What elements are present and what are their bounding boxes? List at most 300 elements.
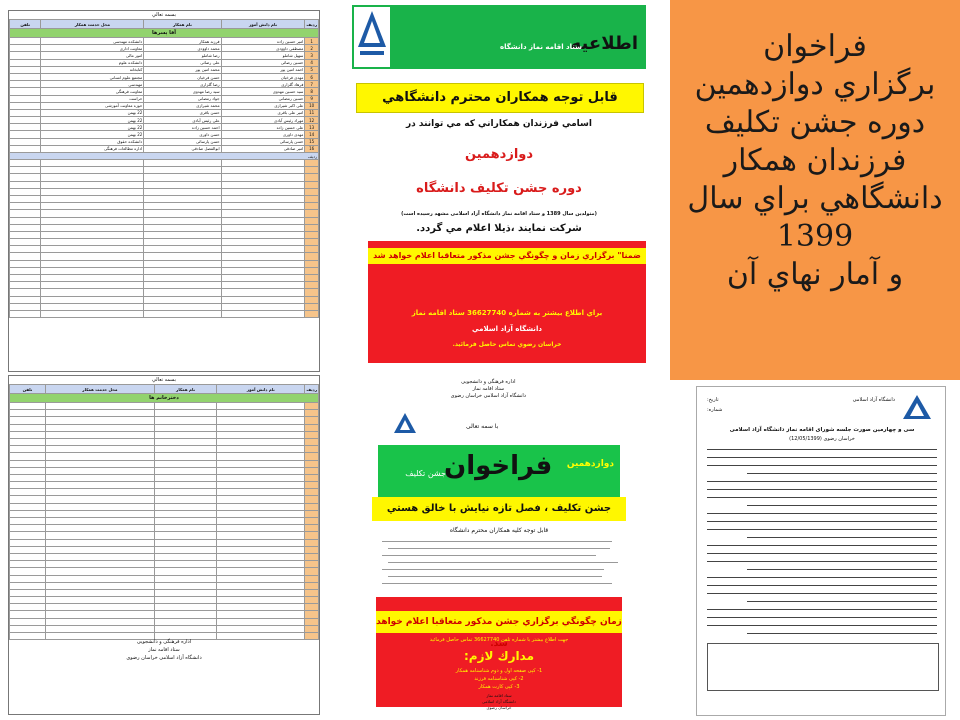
table-row xyxy=(10,275,319,282)
university-logo xyxy=(897,393,937,427)
table-header-row xyxy=(10,385,319,394)
table-cell: محمد امین پور xyxy=(144,66,221,73)
table-cell xyxy=(221,181,305,188)
text-line xyxy=(707,513,937,514)
announcement-note: (متولدین سال 1389 و ستاد اقامه نماز دانشگاه آزاد اسلامی مشهد رسیده است) xyxy=(401,211,597,217)
table-row xyxy=(10,174,319,181)
table-row xyxy=(10,539,319,546)
text-line xyxy=(747,537,937,538)
summary-card xyxy=(670,0,960,380)
table-cell xyxy=(144,246,221,253)
docs-item: 2- کپی شناسنامه فرزند xyxy=(474,676,524,682)
table-cell xyxy=(144,231,221,238)
text-line xyxy=(747,569,937,570)
table-cell: 5 xyxy=(305,66,319,73)
table-row xyxy=(10,203,319,210)
table-cell xyxy=(305,239,319,246)
table-cell: معاونت اداری xyxy=(41,45,144,52)
table-cell xyxy=(10,403,46,410)
table-cell xyxy=(154,496,216,503)
text-line xyxy=(707,625,937,626)
table-cell xyxy=(221,246,305,253)
table-cell xyxy=(217,460,305,467)
table-cell xyxy=(45,424,154,431)
table-cell xyxy=(154,561,216,568)
table-row xyxy=(10,59,319,66)
yellow-strip: ضمنا" برگزاري زمان و چگونگي جشن مذكور متعاقبا اعلام خواهد شد xyxy=(368,248,646,264)
text-line xyxy=(707,457,937,458)
text-line xyxy=(707,617,937,618)
col-workplace: محل خدمت همكار xyxy=(45,385,154,394)
table-row xyxy=(10,81,319,88)
table-cell xyxy=(10,510,46,517)
table-cell xyxy=(10,611,46,618)
table-cell: امیر صادقی xyxy=(221,145,305,152)
table-cell: 13 xyxy=(305,124,319,131)
table-cell xyxy=(144,296,221,303)
text-line xyxy=(747,633,937,634)
table-row xyxy=(10,568,319,575)
table-title: بسمه تعالي xyxy=(151,377,177,383)
table-cell xyxy=(217,575,305,582)
student-list-table-girls xyxy=(8,375,320,715)
table-cell xyxy=(221,253,305,260)
table-cell xyxy=(144,174,221,181)
table-row xyxy=(10,138,319,145)
table-cell xyxy=(10,124,41,131)
table-cell xyxy=(41,296,144,303)
poster2-footer xyxy=(352,693,646,711)
table-row xyxy=(10,431,319,438)
table-cell: حراست xyxy=(41,95,144,102)
table-cell xyxy=(154,532,216,539)
table-cell: 4 xyxy=(305,59,319,66)
table-cell xyxy=(305,625,319,632)
table-cell xyxy=(45,539,154,546)
table-cell: 14 xyxy=(305,131,319,138)
table-cell xyxy=(41,181,144,188)
table-cell xyxy=(221,267,305,274)
table-cell: 6 xyxy=(305,73,319,80)
table-row xyxy=(10,417,319,424)
table-cell xyxy=(10,181,41,188)
table-cell xyxy=(305,510,319,517)
text-line xyxy=(707,521,937,522)
table-cell xyxy=(41,203,144,210)
footer-line: ستاد اقامه نماز xyxy=(148,647,180,653)
table-cell xyxy=(154,568,216,575)
table-cell xyxy=(144,267,221,274)
section-label: آقا پسرها xyxy=(10,29,319,38)
col-student: نام دانش آموز xyxy=(217,385,305,394)
table-cell xyxy=(45,589,154,596)
docs-item: 1- کپی صفحه اول و دوم شناسنامه همکار xyxy=(455,668,543,674)
table-row xyxy=(10,188,319,195)
table-cell xyxy=(305,553,319,560)
table-cell xyxy=(10,38,41,45)
table-cell: کتابخانه xyxy=(41,66,144,73)
table-cell xyxy=(10,633,46,640)
table-row xyxy=(10,253,319,260)
table-cell xyxy=(154,575,216,582)
table-cell: علی حسین زاده xyxy=(221,124,305,131)
header-line: ستاد اقامه نماز xyxy=(472,386,505,392)
table-cell xyxy=(45,417,154,424)
contact-line: براي اطلاع بيشتر به شماره 36627740 ستاد اقامه نماز xyxy=(411,309,603,317)
table-cell xyxy=(144,160,221,167)
table-row xyxy=(10,467,319,474)
text-line xyxy=(707,553,937,554)
text-line xyxy=(707,561,937,562)
table-cell xyxy=(41,210,144,217)
table-cell xyxy=(144,275,221,282)
student-list-table-boys xyxy=(8,10,320,372)
table-cell xyxy=(305,453,319,460)
doc-logo-text: دانشگاه آزاد اسلامی xyxy=(852,397,895,403)
table-cell xyxy=(10,303,41,310)
col-colleague: نام همكار xyxy=(154,385,216,394)
text-line xyxy=(707,545,937,546)
table-cell xyxy=(305,282,319,289)
bism-text: با سمه تعالی xyxy=(466,423,499,430)
table-cell xyxy=(41,253,144,260)
footer-line: ستاد اقامه نماز xyxy=(486,693,512,698)
footer-line: دانشگاه آزاد اسلامی خراسان رضوی xyxy=(126,655,202,661)
call-ordinal: دوازدهمین xyxy=(566,459,614,469)
table-cell xyxy=(41,310,144,317)
table-cell xyxy=(154,539,216,546)
table-cell xyxy=(10,282,41,289)
table-cell: 2 xyxy=(305,45,319,52)
table-cell xyxy=(217,546,305,553)
table-row xyxy=(10,438,319,445)
text-line xyxy=(707,577,937,578)
text-line xyxy=(707,585,937,586)
table-cell xyxy=(45,496,154,503)
table-cell xyxy=(41,224,144,231)
table-cell xyxy=(10,131,41,138)
table-cell xyxy=(10,174,41,181)
table-cell xyxy=(217,503,305,510)
table-cell xyxy=(305,474,319,481)
table-cell xyxy=(10,102,41,109)
table-cell xyxy=(10,231,41,238)
table-cell xyxy=(305,174,319,181)
table-cell: حسن باقری xyxy=(144,109,221,116)
table-cell xyxy=(154,417,216,424)
table-cell xyxy=(41,217,144,224)
table-cell: حسین رمضانی xyxy=(221,95,305,102)
table-cell xyxy=(45,618,154,625)
table-cell xyxy=(10,410,46,417)
table-cell xyxy=(221,310,305,317)
table-cell: حسن داوری xyxy=(144,131,221,138)
table-cell xyxy=(305,210,319,217)
table-cell xyxy=(10,195,41,202)
table-row xyxy=(10,303,319,310)
table-cell xyxy=(45,474,154,481)
table-cell xyxy=(144,195,221,202)
call-event: جشن تكليف xyxy=(405,469,446,478)
footer-line: خراسان رضوی xyxy=(486,705,512,710)
table-cell xyxy=(10,489,46,496)
table-cell: دانشکده علوم xyxy=(41,59,144,66)
section-label: رديف xyxy=(10,153,319,160)
table-cell xyxy=(10,453,46,460)
col-row: رديف xyxy=(306,21,317,27)
table-cell xyxy=(10,275,41,282)
table-cell xyxy=(41,282,144,289)
table-cell xyxy=(10,525,46,532)
table-cell: حسن فرخیان xyxy=(144,73,221,80)
table-row xyxy=(10,453,319,460)
text-line xyxy=(707,609,937,610)
table-cell xyxy=(10,310,41,317)
table-cell xyxy=(10,138,41,145)
table-cell xyxy=(45,453,154,460)
text-line xyxy=(707,593,937,594)
table-cell xyxy=(154,625,216,632)
table-row xyxy=(10,410,319,417)
table-row xyxy=(10,52,319,59)
table-cell xyxy=(305,289,319,296)
announcement-subtitle: ستاد اقامه نماز دانشگاه xyxy=(499,43,582,51)
table-cell xyxy=(10,253,41,260)
text-line xyxy=(707,497,937,498)
table-row xyxy=(10,246,319,253)
table-cell xyxy=(10,539,46,546)
table-row xyxy=(10,195,319,202)
table-row xyxy=(10,131,319,138)
table-cell xyxy=(154,582,216,589)
table-cell xyxy=(45,568,154,575)
announcement-poster-2 xyxy=(352,375,646,715)
table-cell: 16 xyxy=(305,145,319,152)
table-cell xyxy=(217,510,305,517)
table-cell xyxy=(41,267,144,274)
table-cell: مهراد رئیس آبادی xyxy=(221,117,305,124)
table-cell: حسن پارسائی xyxy=(144,138,221,145)
table-cell xyxy=(41,239,144,246)
table-cell xyxy=(305,532,319,539)
table-cell xyxy=(10,59,41,66)
table-cell xyxy=(41,260,144,267)
table-cell xyxy=(10,474,46,481)
table-row xyxy=(10,510,319,517)
table-cell xyxy=(154,424,216,431)
table-row xyxy=(10,474,319,481)
table-cell xyxy=(10,224,41,231)
table-cell xyxy=(45,410,154,417)
table-cell xyxy=(305,546,319,553)
table-cell xyxy=(154,410,216,417)
table-cell xyxy=(217,424,305,431)
table-cell xyxy=(45,489,154,496)
table-cell: مجتمع علوم انسانی xyxy=(41,73,144,80)
table-cell xyxy=(45,597,154,604)
table-cell xyxy=(154,503,216,510)
table-row xyxy=(10,582,319,589)
doc-title: سی و چهارمین صورت جلسه شورای اقامه نماز دانشگاه آزاد اسلامی xyxy=(729,427,915,433)
table-cell xyxy=(41,289,144,296)
table-cell xyxy=(10,260,41,267)
table-row xyxy=(10,446,319,453)
col-workplace: محل خدمت همكار xyxy=(41,20,144,29)
table-cell xyxy=(10,95,41,102)
table-cell xyxy=(45,546,154,553)
university-logo-icon xyxy=(354,7,390,67)
table-cell xyxy=(305,438,319,445)
table-row xyxy=(10,217,319,224)
table-cell xyxy=(45,604,154,611)
table-row xyxy=(10,611,319,618)
text-line xyxy=(707,481,937,482)
table-row xyxy=(10,181,319,188)
table-row xyxy=(10,403,319,410)
call-title: فراخوان xyxy=(444,451,553,481)
table-cell xyxy=(41,231,144,238)
text-line xyxy=(707,465,937,466)
table-cell xyxy=(305,310,319,317)
table-cell xyxy=(221,303,305,310)
table-cell xyxy=(221,203,305,210)
table-cell xyxy=(10,188,41,195)
table-cell xyxy=(10,553,46,560)
section-header-row xyxy=(10,153,319,160)
table-cell xyxy=(221,275,305,282)
table-cell xyxy=(10,117,41,124)
table-cell xyxy=(217,482,305,489)
table-cell xyxy=(41,174,144,181)
table-cell xyxy=(10,482,46,489)
table-row xyxy=(10,160,319,167)
table-footer xyxy=(89,638,239,662)
table-row xyxy=(10,73,319,80)
table-cell xyxy=(305,403,319,410)
table-cell xyxy=(305,188,319,195)
table-cell xyxy=(41,160,144,167)
table-cell xyxy=(305,275,319,282)
table-cell xyxy=(10,167,41,174)
table-cell xyxy=(10,246,41,253)
table-cell xyxy=(221,282,305,289)
table-row xyxy=(10,66,319,73)
summary-text xyxy=(670,28,960,294)
table-cell xyxy=(45,625,154,632)
table-cell xyxy=(10,88,41,95)
announcement-title: اطلاعيه xyxy=(570,33,638,54)
table-cell: حسن پارسائی xyxy=(221,138,305,145)
table-cell xyxy=(10,210,41,217)
table-cell xyxy=(144,289,221,296)
table-cell: 15 xyxy=(305,138,319,145)
org-line-2: خراسان رضوي تماس حاصل فرمائيد. xyxy=(452,341,562,348)
text-line xyxy=(747,505,937,506)
table-cell xyxy=(10,618,46,625)
table-cell: محمد شیرازی xyxy=(144,102,221,109)
table-row xyxy=(10,424,319,431)
table-cell xyxy=(45,553,154,560)
table-cell xyxy=(221,167,305,174)
table-cell xyxy=(305,160,319,167)
table-row xyxy=(10,289,319,296)
table-cell xyxy=(221,224,305,231)
table-cell xyxy=(221,210,305,217)
table-cell xyxy=(221,289,305,296)
table-cell: 22 بهمن xyxy=(41,131,144,138)
table-row xyxy=(10,597,319,604)
table-row xyxy=(10,589,319,596)
org-line: دانشگاه آزاد اسلامي xyxy=(472,325,542,333)
table-cell xyxy=(305,253,319,260)
table-cell: معاونت فرهنگی xyxy=(41,88,144,95)
table-cell: 9 xyxy=(305,95,319,102)
table-cell xyxy=(305,582,319,589)
table-cell xyxy=(221,188,305,195)
official-minutes-document xyxy=(696,386,946,716)
table-cell xyxy=(154,431,216,438)
table-cell xyxy=(217,403,305,410)
table-cell: 12 xyxy=(305,117,319,124)
table-cell xyxy=(305,503,319,510)
table-row xyxy=(10,518,319,525)
table-row xyxy=(10,210,319,217)
contact-line: جهت اطلاع بیشتر با شماره تلفن 36627740 تماس حاصل فرمائید xyxy=(429,637,569,643)
table-row xyxy=(10,503,319,510)
table-cell: محمد داوودی xyxy=(144,45,221,52)
table-cell xyxy=(144,303,221,310)
table-cell xyxy=(305,568,319,575)
table-cell xyxy=(305,195,319,202)
table-cell xyxy=(154,604,216,611)
footer-line: دانشگاه آزاد اسلامی xyxy=(482,699,516,704)
table-cell xyxy=(10,45,41,52)
col-student: نام دانش آموز xyxy=(221,20,305,29)
section-row-boys xyxy=(10,29,319,38)
table-cell: احمد حسین زاده xyxy=(144,124,221,131)
table-cell xyxy=(41,195,144,202)
table-cell xyxy=(10,73,41,80)
table-cell xyxy=(305,482,319,489)
table-cell xyxy=(144,210,221,217)
table-cell: 7 xyxy=(305,81,319,88)
col-phone: تلفن xyxy=(10,20,41,29)
summary-line: دوره جشن تكليف xyxy=(704,105,926,140)
table-cell xyxy=(154,467,216,474)
table-cell xyxy=(217,597,305,604)
table-cell xyxy=(10,561,46,568)
table-cell xyxy=(221,296,305,303)
table-cell xyxy=(217,604,305,611)
section-row-girls xyxy=(10,394,319,403)
table-cell xyxy=(45,510,154,517)
table-cell: مصطفی داوودی xyxy=(221,45,305,52)
table-cell xyxy=(217,589,305,596)
table-cell xyxy=(305,589,319,596)
table-row xyxy=(10,102,319,109)
table-cell xyxy=(45,561,154,568)
table-cell xyxy=(305,539,319,546)
table-cell: امور مالی xyxy=(41,52,144,59)
table-cell xyxy=(305,224,319,231)
table-cell xyxy=(45,532,154,539)
table-cell xyxy=(144,224,221,231)
table-cell xyxy=(144,188,221,195)
table-cell xyxy=(10,217,41,224)
table-cell: علی رضائی xyxy=(144,59,221,66)
table-cell: سید حسین مهدوی xyxy=(221,88,305,95)
poster2-strip: زمان چگونگي برگزاري جشن مذكور متعاقبا اعلام خواهد شد. xyxy=(376,611,622,633)
